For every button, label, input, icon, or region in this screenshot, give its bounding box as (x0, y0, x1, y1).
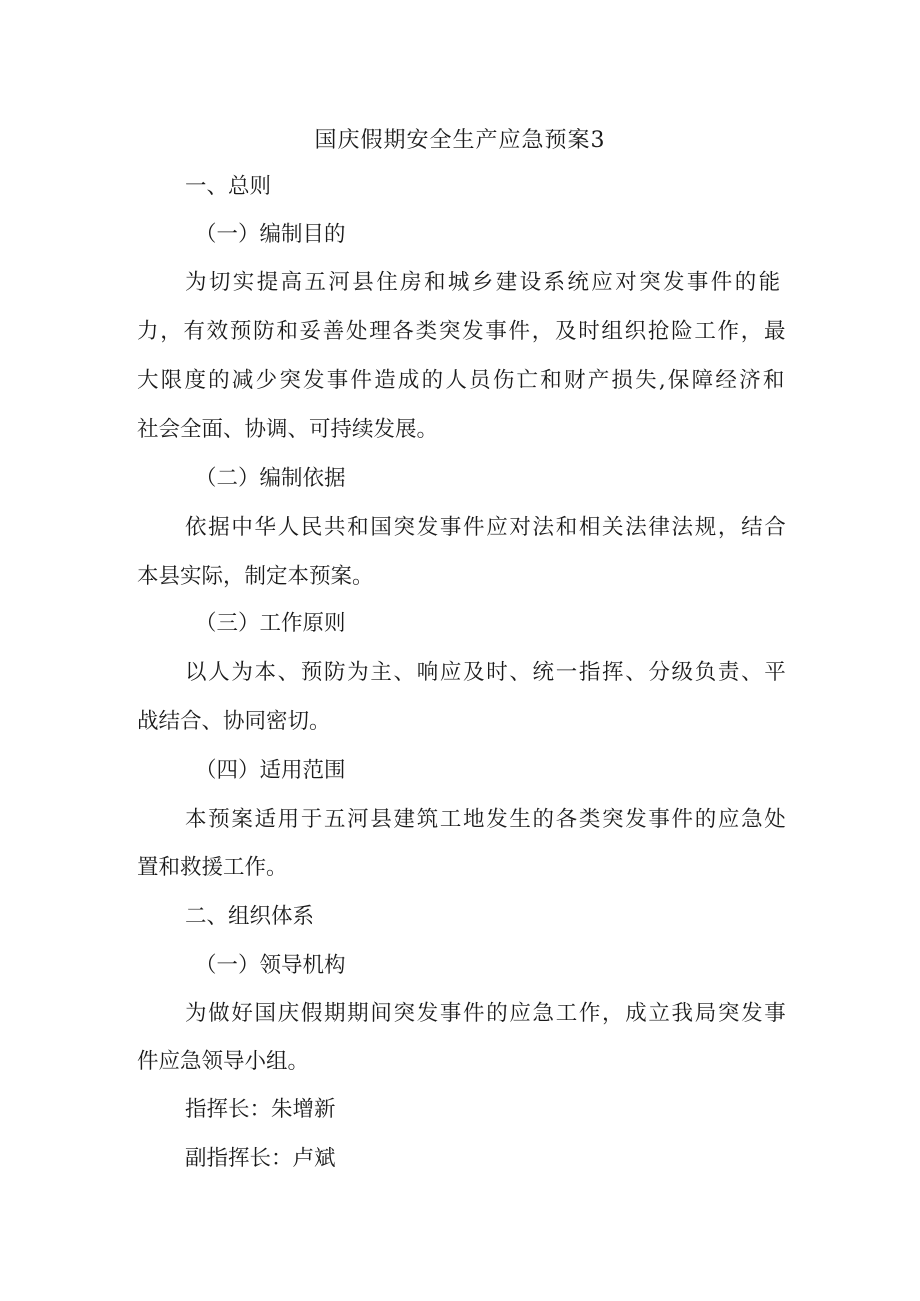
deputy-commander-line: 副指挥长：卢斌 (185, 1146, 336, 1171)
section-heading: 二、组织体系 (185, 904, 315, 929)
commander-line: 指挥长：朱增新 (185, 1097, 336, 1122)
paragraph-line: 依据中华人民共和国突发事件应对法和相关法律法规，结合 (185, 515, 788, 540)
section-heading: 一、总则 (185, 174, 272, 199)
subsection-heading: （一）编制目的 (195, 222, 346, 247)
document-title: 国庆假期安全生产应急预案3 (314, 128, 606, 153)
paragraph-line: 本县实际，制定本预案。 (137, 564, 374, 589)
paragraph-line: 社会全面、协调、可持续发展。 (137, 417, 439, 442)
subsection-heading: （三）工作原则 (195, 611, 346, 636)
subsection-heading: （二）编制依据 (195, 466, 346, 491)
paragraph-line: 件应急领导小组。 (137, 1049, 310, 1074)
paragraph-line: 置和救援工作。 (137, 855, 288, 880)
paragraph-line: 战结合、协同密切。 (137, 709, 331, 734)
subsection-heading: （四）适用范围 (195, 758, 346, 783)
paragraph-line: 为切实提高五河县住房和城乡建设系统应对突发事件的能 (185, 270, 783, 295)
paragraph-line: 大限度的减少突发事件造成的人员伤亡和财产损失,保障经济和 (137, 368, 787, 393)
paragraph-line: 本预案适用于五河县建筑工地发生的各类突发事件的应急处 (185, 807, 788, 832)
paragraph-line: 以人为本、预防为主、响应及时、统一指挥、分级负责、平 (185, 660, 788, 685)
paragraph-line: 为做好国庆假期期间突发事件的应急工作，成立我局突发事 (185, 1001, 788, 1026)
paragraph-line: 力，有效预防和妥善处理各类突发事件，及时组织抢险工作，最 (137, 319, 788, 344)
subsection-heading: （一）领导机构 (195, 953, 346, 978)
